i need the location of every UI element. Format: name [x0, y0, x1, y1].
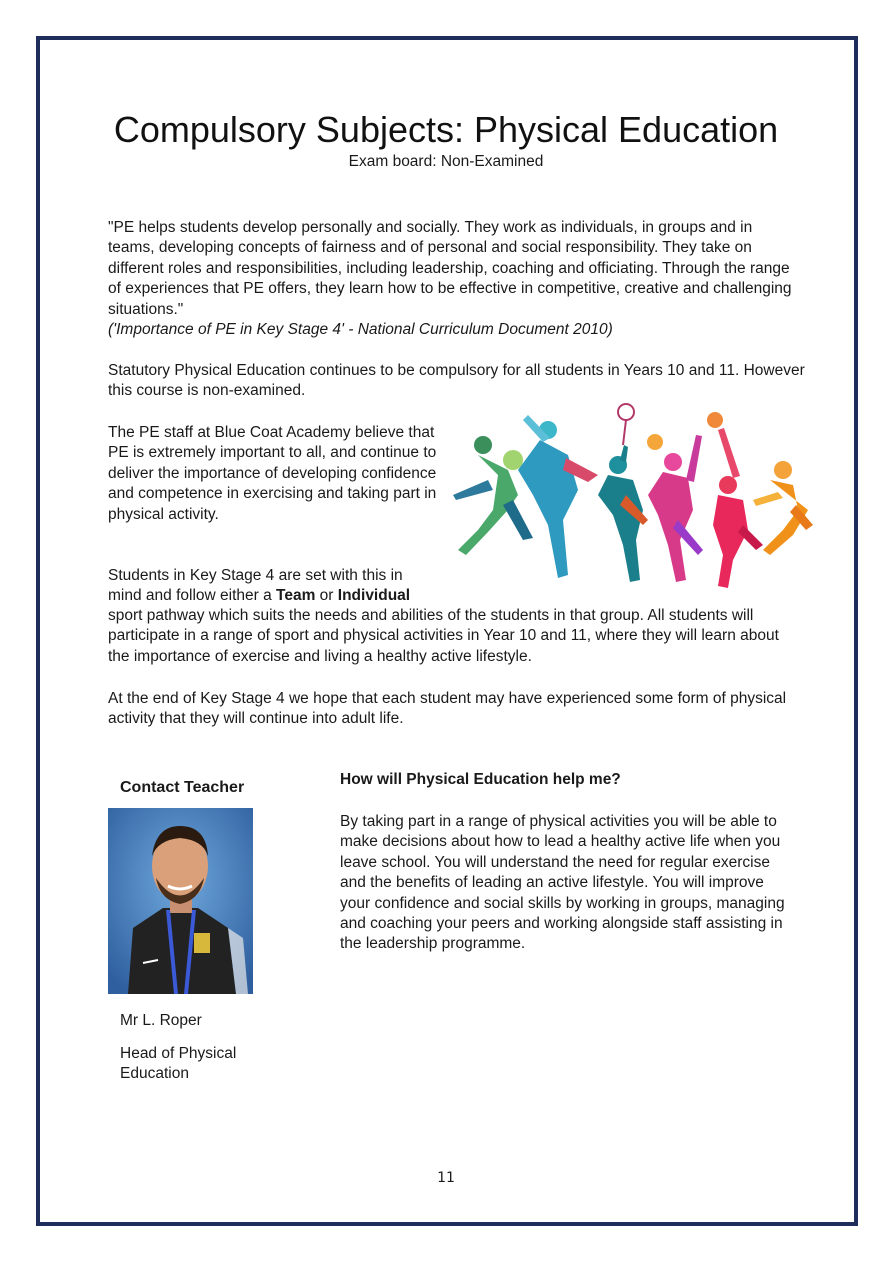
ks4-line2-start: mind and follow either a [108, 587, 277, 605]
teacher-photo [108, 808, 253, 994]
volleyball-figure [647, 434, 703, 582]
or-text: or [315, 587, 338, 605]
team-label: Team [276, 587, 316, 605]
end-of-key-stage-4-paragraph: At the end of Key Stage 4 we hope that each student may have experienced some form of physical activity that they will continue into adult life. [108, 690, 787, 728]
basketball-figure [518, 415, 598, 578]
statutory-paragraph: Statutory Physical Education continues to be compulsory for all students in Years 10 and 11. However this course is non-examined. [108, 362, 805, 400]
footballer-figure [453, 436, 533, 555]
sports-silhouettes-image [448, 400, 818, 592]
page-title: Compulsory Subjects: Physical Education [113, 109, 779, 150]
pe-quote: "PE helps students develop personally and socially. They work as individuals, in groups and in teams, developing concepts of fairness and of personal and social responsibility. They take on different roles and responsibilities, including leadership, coaching and officiating. Through the range of experiences that PE offers, they learn how to be effective in competitive, creative and challenging situations." [108, 219, 792, 318]
staff-belief-paragraph: The PE staff at Blue Coat Academy believe that PE is extremely important to all, and continue to deliver the importance of developing confidence and competence in exercising and taking part in physical activity. [108, 424, 437, 523]
individual-label: Individual [337, 587, 411, 605]
contact-teacher-heading: Contact Teacher [120, 779, 245, 796]
sprinter-figure [753, 461, 813, 555]
teacher-name: Mr L. Roper [120, 1012, 202, 1029]
page-number: 11 [437, 1170, 455, 1186]
ks4-line1: Students in Key Stage 4 are set with this in [108, 567, 403, 584]
teacher-role: Head of Physical Education [120, 1045, 237, 1083]
exam-board-subtitle: Exam board: Non-Examined [348, 153, 544, 170]
help-body: By taking part in a range of physical activities you will be able to make decisions about how to lead a healthy active life when you leave school. You will understand the need for regular exercise and the benefits of leading an active lifestyle. You will improve your confidence and social skills by working in groups, managing and coaching your peers and working alongside staff assisting in the leadership programme. [340, 813, 785, 953]
tennis-figure [598, 404, 648, 582]
help-heading: How will Physical Education help me? [340, 771, 621, 788]
quote-citation: ('Importance of PE in Key Stage 4' - National Curriculum Document 2010) [108, 321, 613, 338]
key-stage-4-paragraph [108, 566, 798, 607]
key-stage-4-continuation: sport pathway which suits the needs and abilities of the students in that group. All students will participate in a range of sport and physical activities in Year 10 and 11, where they will learn about the importance of exercise and living a healthy active lifestyle. [108, 607, 779, 665]
